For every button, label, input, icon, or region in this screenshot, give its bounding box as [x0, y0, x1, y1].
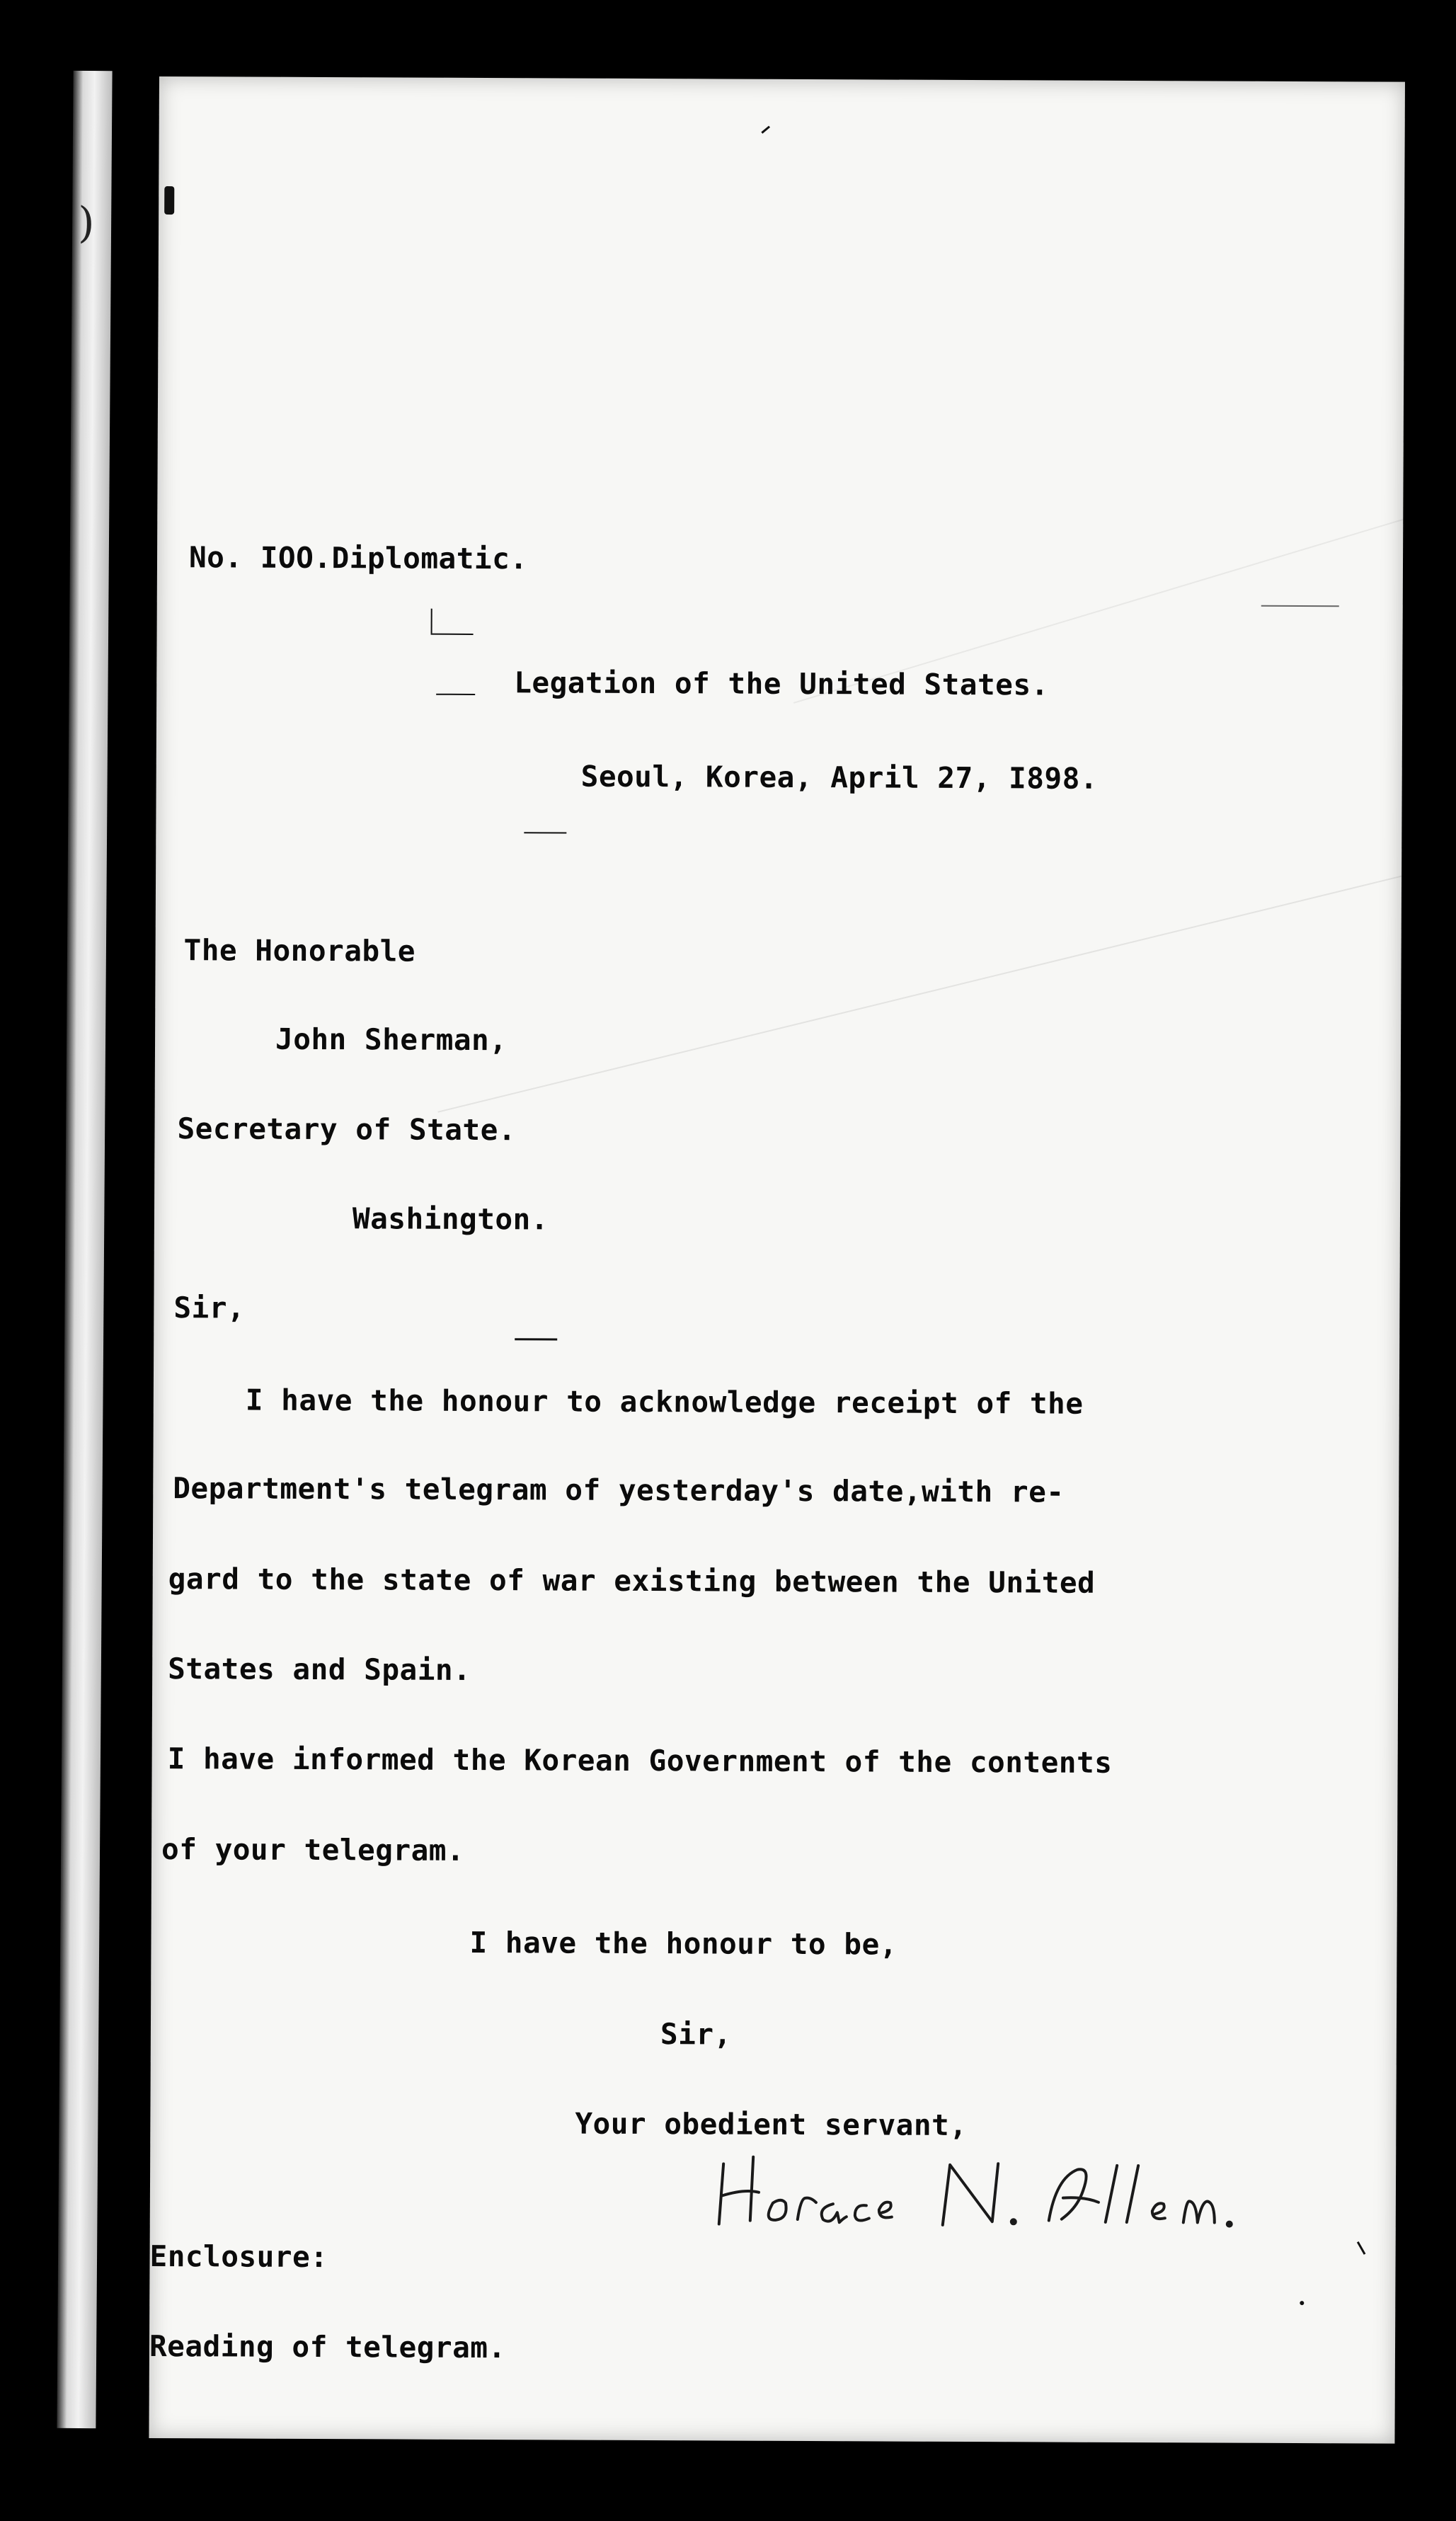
enclosure-label: Enclosure:	[149, 2239, 328, 2275]
body-line: States and Spain.	[168, 1652, 471, 1687]
tick-mark	[515, 1338, 557, 1340]
signature	[709, 2135, 1290, 2244]
body-line: I have informed the Korean Government of the contents	[167, 1742, 1113, 1780]
bracket-mark	[431, 634, 474, 635]
body-line: gard to the state of war existing between the United	[168, 1562, 1096, 1600]
closing-servant: Your obedient servant,	[575, 2106, 968, 2143]
body-line: of your telegram.	[161, 1832, 465, 1868]
tick-mark	[1300, 2301, 1304, 2305]
bracket-mark	[431, 609, 432, 634]
tick-mark	[1357, 2241, 1366, 2255]
addressee-title: The Honorable	[183, 933, 416, 968]
letter-page	[149, 76, 1405, 2444]
body-line: Department's telegram of yesterday's date,with re-	[173, 1471, 1065, 1509]
page-edge-mark: )	[77, 198, 95, 248]
tick-mark	[524, 832, 566, 833]
tick-mark	[761, 126, 770, 134]
enclosure-item: Reading of telegram.	[149, 2328, 506, 2365]
body-line: I have the honour to acknowledge receipt of the	[245, 1383, 1084, 1421]
punch-mark	[164, 186, 174, 215]
paper-crease	[437, 859, 1405, 1112]
salutation: Sir,	[173, 1291, 246, 1325]
adjacent-page-edge	[57, 71, 112, 2428]
tick-mark	[1261, 605, 1339, 607]
addressee-city: Washington.	[352, 1201, 549, 1237]
closing-line: I have the honour to be,	[469, 1925, 898, 1962]
closing-sir: Sir,	[660, 2017, 732, 2052]
dispatch-number: No. IOO.Diplomatic.	[188, 540, 528, 576]
place-date: Seoul, Korea, April 27, I898.	[580, 759, 1099, 796]
tick-mark	[436, 694, 475, 695]
addressee-office: Secretary of State.	[177, 1111, 517, 1148]
legation-heading: Legation of the United States.	[514, 665, 1049, 702]
addressee-name: John Sherman,	[275, 1022, 508, 1058]
